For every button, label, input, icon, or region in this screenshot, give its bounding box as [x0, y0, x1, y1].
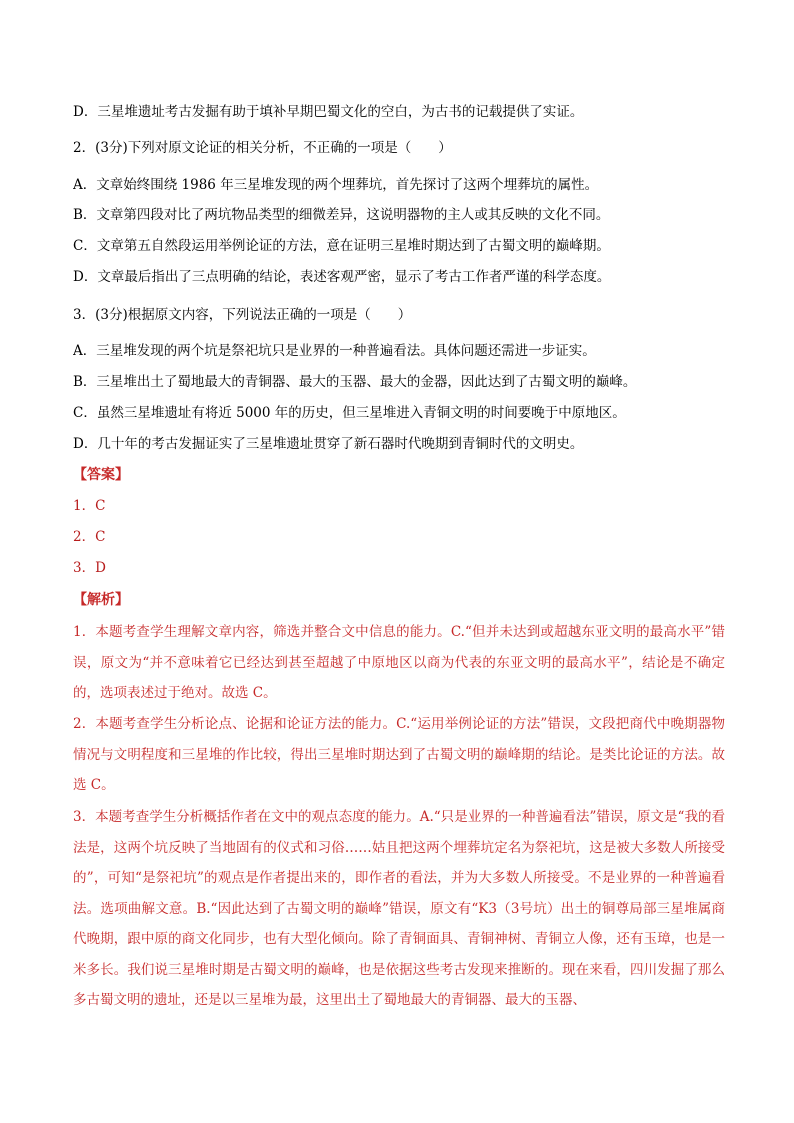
q2-option-b: B．文章第四段对比了两坑物品类型的细微差异，这说明器物的主人或其反映的文化不同。 — [73, 207, 610, 223]
q3-option-b: B．三星堆出土了蜀地最大的青铜器、最大的玉器、最大的金器，因此达到了古蜀文明的巅峰。 — [73, 374, 637, 390]
answer-heading: 【答案】 — [73, 467, 129, 483]
q2-option-d: D．文章最后指出了三点明确的结论，表述客观严密，显示了考古工作者严谨的科学态度。 — [73, 269, 611, 285]
answer-item-1: 1．C — [73, 498, 106, 514]
question-2-stem: 2．(3分)下列对原文论证的相关分析，不正确的一项是（ ） — [73, 140, 452, 156]
q3-option-c: C．虽然三星堆遗址有将近 5000 年的历史，但三星堆进入青铜文明的时间要晚于中原地区。 — [73, 405, 626, 421]
question-3-stem: 3．(3分)根据原文内容，下列说法正确的一项是（ ） — [73, 307, 412, 323]
answer-item-3: 3．D — [73, 560, 106, 576]
analysis-heading: 【解析】 — [73, 592, 129, 608]
q1-option-d: D．三星堆遗址考古发掘有助于填补早期巴蜀文化的空白，为古书的记载提供了实证。 — [73, 104, 584, 120]
q3-option-a: A．三星堆发现的两个坑是祭祀坑只是业界的一种普遍看法。具体问题还需进一步证实。 — [73, 343, 596, 359]
analysis-paragraph-1: 1．本题考查学生理解文章内容，筛选并整合文中信息的能力。C.“但并未达到或超越东亚文明的最高水平”错误，原文为“并不意味着它已经达到甚至超越了中原地区以商为代表的东亚文明的最高水平”，结论是不确定的，选项表述过于绝对。故选 C。 — [73, 624, 725, 701]
q3-option-d: D．几十年的考古发掘证实了三星堆遗址贯穿了新石器时代晚期到青铜时代的文明史。 — [73, 436, 584, 452]
answer-item-2: 2．C — [73, 529, 106, 545]
analysis-paragraph-3: 3．本题考查学生分析概括作者在文中的观点态度的能力。A.“只是业界的一种普遍看法”错误，原文是“我的看法是，这两个坑反映了当地固有的仪式和习俗……姑且把这两个埋葬坑定名为祭祀坑，这是被大多数人所接受的”，可知“是祭祀坑”的观点是作者提出来的，即作者的看法，并为大多数人所接受。不是业界的一种普遍看法。选项曲解文意。B.“因此达到了古蜀文明的巅峰”错误，原文有“K3（3号坑）出土的铜尊局部三星堆属商代晚期，跟中原的商文化同步，也有大型化倾向。除了青铜面具、青铜神树、青铜立人像，还有玉璋，也是一米多长。我们说三星堆时期是古蜀文明的巅峰，也是依据这些考古发现来推断的。现在来看，四川发掘了那么多古蜀文明的遗址，还是以三星堆为最，这里出土了蜀地最大的青铜器、最大的玉器、 — [73, 809, 725, 1008]
q2-option-a: A．文章始终围绕 1986 年三星堆发现的两个埋葬坑，首先探讨了这两个埋葬坑的属性。 — [73, 177, 599, 193]
q2-option-c: C．文章第五自然段运用举例论证的方法，意在证明三星堆时期达到了古蜀文明的巅峰期。 — [73, 238, 610, 254]
analysis-paragraph-2: 2．本题考查学生分析论点、论据和论证方法的能力。C.“运用举例论证的方法”错误，文段把商代中晚期器物情况与文明程度和三星堆的作比较，得出三星堆时期达到了古蜀文明的巅峰期的结论。是类比论证的方法。故选 C。 — [73, 716, 725, 793]
